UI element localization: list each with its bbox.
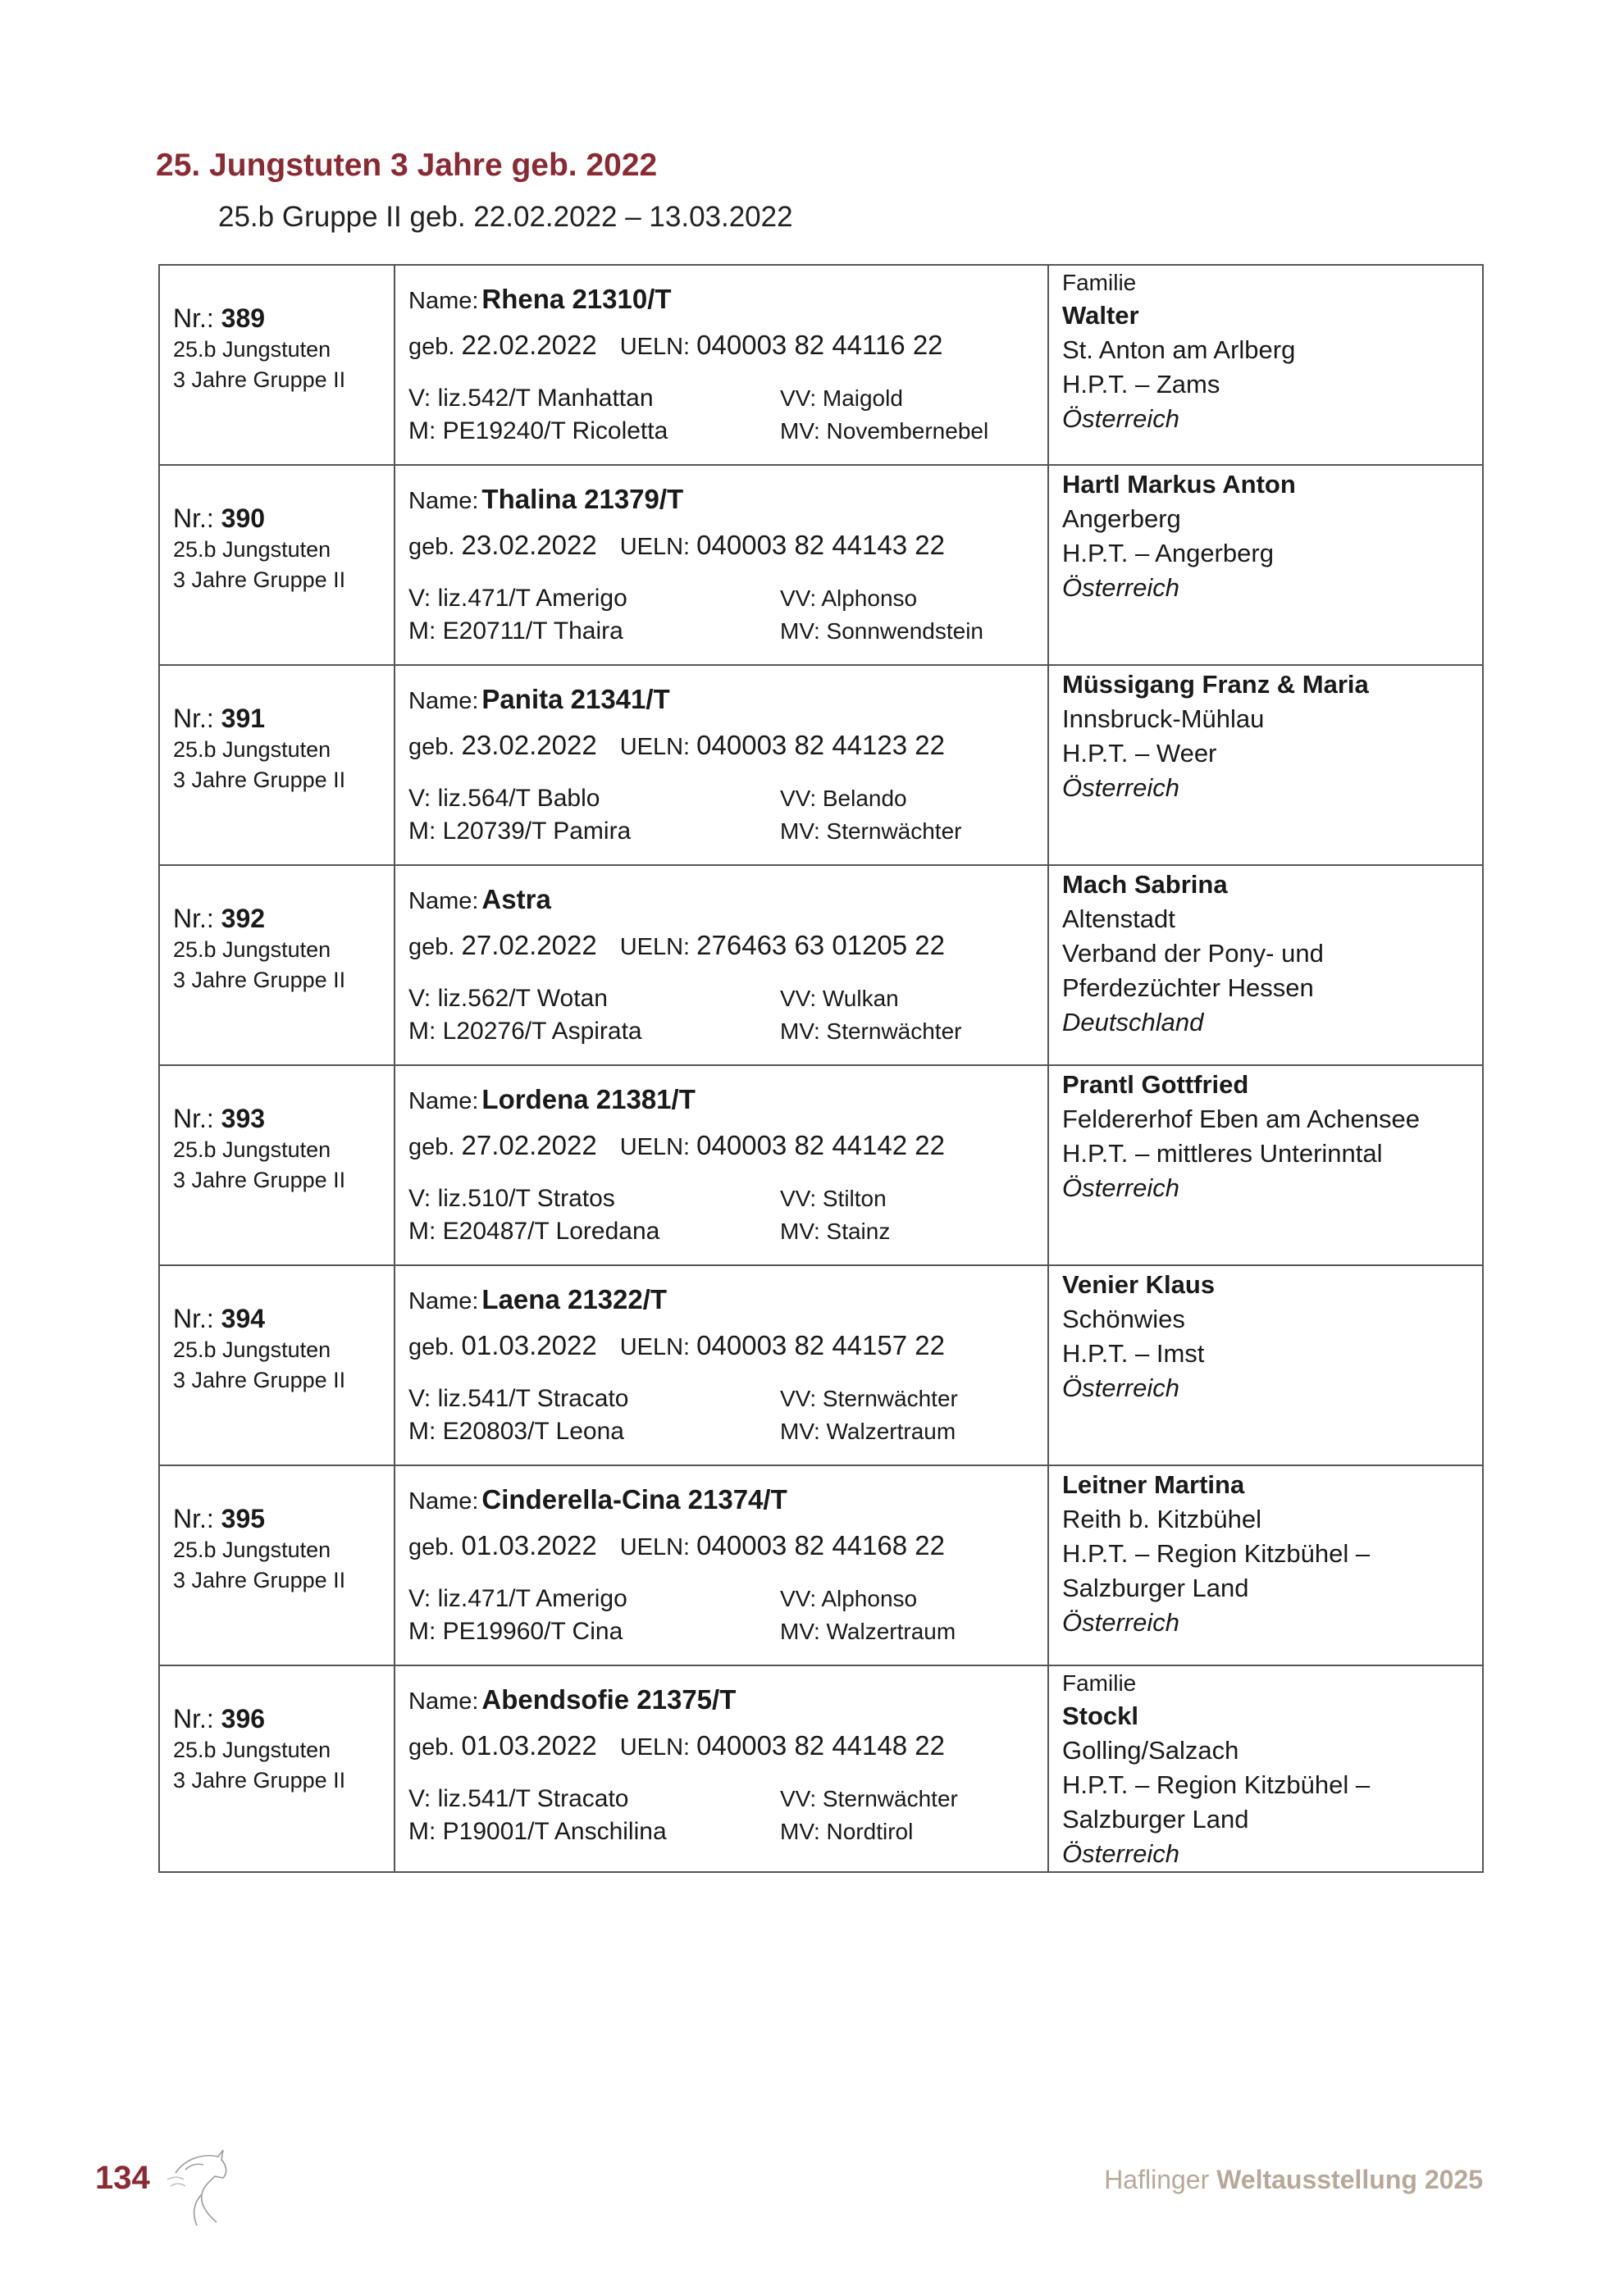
horse-info-cell: [395, 1265, 1048, 1465]
pedigree: [408, 782, 1047, 848]
sire: V: liz.562/T Wotan: [408, 985, 608, 1012]
horse-name-line: [408, 481, 1047, 520]
horse-info-cell: [395, 865, 1048, 1065]
owner-country: Österreich: [1062, 1608, 1179, 1637]
dam-sire: MV: Sonnwendstein: [780, 618, 983, 644]
owner-name: Stockl: [1062, 1702, 1139, 1730]
owner-address-line: Salzburger Land: [1062, 1574, 1249, 1602]
owner-country: Österreich: [1062, 1839, 1179, 1868]
geb-label: geb.: [408, 734, 455, 760]
horse-name: Abendsofie 21375/T: [481, 1684, 737, 1715]
nr-value: 395: [221, 1504, 266, 1533]
owner-address-line: H.P.T. – Imst: [1062, 1339, 1205, 1368]
dam: M: L20276/T Aspirata: [408, 1018, 642, 1045]
dam: M: E20711/T Thaira: [408, 617, 623, 645]
entry-number: [173, 902, 394, 935]
page-number: 134: [95, 2160, 150, 2196]
sire: V: liz.471/T Amerigo: [408, 585, 627, 612]
geb-label: geb.: [408, 934, 455, 960]
horse-name-line: [408, 280, 1047, 320]
horse-info-cell: [395, 1065, 1048, 1265]
ueln-value: 040003 82 44142 22: [696, 1130, 945, 1160]
dam: M: PE19240/T Ricoletta: [408, 417, 668, 444]
pedigree: [408, 1583, 1047, 1648]
birth-ueln-line: [408, 1527, 1047, 1566]
birth-date: 23.02.2022: [461, 730, 597, 760]
class-line-2: 3 Jahre Gruppe II: [173, 768, 346, 792]
sire: V: liz.541/T Stracato: [408, 1785, 629, 1812]
catalog-rows: [159, 265, 1483, 1872]
class-line-1: 25.b Jungstuten: [173, 337, 331, 362]
name-label: Name:: [408, 288, 479, 314]
table-row: [159, 1665, 1483, 1872]
horse-name: Laena 21322/T: [481, 1284, 668, 1314]
horse-name: Thalina 21379/T: [481, 484, 684, 514]
sire: V: liz.471/T Amerigo: [408, 1585, 627, 1612]
owner-country: Österreich: [1062, 404, 1179, 433]
horse-name: Lordena 21381/T: [481, 1084, 696, 1114]
dam-sire: MV: Walzertraum: [780, 1619, 956, 1644]
owner-address-line: Feldererhof Eben am Achensee: [1062, 1105, 1420, 1133]
sire-sire: VV: Belando: [780, 786, 907, 811]
nr-label: Nr.:: [173, 1104, 214, 1133]
birth-date: 23.02.2022: [461, 530, 597, 560]
owner-address-line: Altenstadt: [1062, 904, 1175, 933]
class-line-1: 25.b Jungstuten: [173, 537, 331, 562]
entry-number: [173, 1502, 394, 1535]
geb-label: geb.: [408, 1734, 455, 1761]
page-title: 25. Jungstuten 3 Jahre geb. 2022: [156, 148, 658, 183]
entry-number: [173, 302, 394, 335]
ueln-value: 040003 82 44168 22: [696, 1530, 945, 1560]
horse-head-icon: [161, 2140, 230, 2230]
sire-sire: VV: Wulkan: [780, 986, 899, 1011]
dam-sire: MV: Walzertraum: [780, 1419, 956, 1444]
horse-info-cell: [395, 1465, 1048, 1665]
class-line-2: 3 Jahre Gruppe II: [173, 968, 346, 992]
table-row: [159, 1065, 1483, 1265]
sire: V: liz.542/T Manhattan: [408, 385, 654, 412]
owner-country: Österreich: [1062, 773, 1179, 802]
name-label: Name:: [408, 488, 479, 514]
ueln-label: UELN:: [619, 534, 691, 560]
geb-label: geb.: [408, 1334, 455, 1360]
owner-cell: [1048, 265, 1483, 465]
dam: M: PE19960/T Cina: [408, 1618, 623, 1645]
owner-country: Deutschland: [1062, 1008, 1204, 1036]
pedigree: [408, 982, 1047, 1048]
footer-brand-title: Weltausstellung 2025: [1216, 2165, 1483, 2194]
nr-label: Nr.:: [173, 303, 214, 333]
owner-address-line: H.P.T. – Zams: [1062, 370, 1220, 399]
entry-number-cell: [159, 865, 395, 1065]
footer-brand: [1104, 2165, 1483, 2195]
pedigree: [408, 582, 1047, 648]
entry-number: [173, 1302, 394, 1335]
nr-value: 389: [221, 303, 266, 333]
entry-number-cell: [159, 1065, 395, 1265]
owner-address-line: Verband der Pony- und: [1062, 939, 1324, 968]
horse-name: Panita 21341/T: [481, 684, 670, 714]
dam: M: P19001/T Anschilina: [408, 1818, 667, 1845]
nr-value: 390: [221, 503, 266, 533]
entry-number-cell: [159, 1665, 395, 1872]
geb-label: geb.: [408, 1134, 455, 1160]
owner-country: Österreich: [1062, 1173, 1179, 1202]
entry-number-cell: [159, 1465, 395, 1665]
nr-value: 396: [221, 1704, 266, 1733]
table-row: [159, 465, 1483, 665]
birth-ueln-line: [408, 927, 1047, 966]
geb-label: geb.: [408, 1534, 455, 1560]
entry-number: [173, 1102, 394, 1135]
name-label: Name:: [408, 688, 479, 714]
birth-ueln-line: [408, 1127, 1047, 1166]
class-line-2: 3 Jahre Gruppe II: [173, 1768, 346, 1793]
nr-label: Nr.:: [173, 1704, 214, 1733]
birth-ueln-line: [408, 727, 1047, 766]
sire-sire: VV: Alphonso: [780, 1586, 918, 1611]
owner-cell: [1048, 1465, 1483, 1665]
nr-value: 391: [221, 704, 266, 733]
class-line-1: 25.b Jungstuten: [173, 737, 331, 762]
birth-date: 01.03.2022: [461, 1530, 597, 1560]
class-line-1: 25.b Jungstuten: [173, 1337, 331, 1362]
owner-name: Prantl Gottfried: [1062, 1070, 1249, 1099]
horse-name-line: [408, 881, 1047, 920]
owner-cell: [1048, 865, 1483, 1065]
horse-name: Astra: [481, 884, 551, 914]
pedigree: [408, 1383, 1047, 1448]
dam: M: E20803/T Leona: [408, 1418, 624, 1445]
ueln-label: UELN:: [619, 1734, 691, 1761]
table-row: [159, 1465, 1483, 1665]
sire-sire: VV: Sternwächter: [780, 1386, 958, 1411]
ueln-label: UELN:: [619, 934, 691, 960]
pedigree: [408, 1783, 1047, 1848]
table-row: [159, 265, 1483, 465]
owner-name: Hartl Markus Anton: [1062, 470, 1296, 499]
ueln-label: UELN:: [619, 1134, 691, 1160]
catalog-table: [158, 264, 1484, 1873]
ueln-value: 040003 82 44123 22: [696, 730, 945, 760]
class-line-2: 3 Jahre Gruppe II: [173, 1568, 346, 1592]
owner-address-line: Reith b. Kitzbühel: [1062, 1505, 1261, 1533]
owner-address-line: Angerberg: [1062, 504, 1181, 533]
birth-date: 01.03.2022: [461, 1730, 597, 1761]
table-row: [159, 865, 1483, 1065]
horse-info-cell: [395, 665, 1048, 865]
geb-label: geb.: [408, 534, 455, 560]
horse-name: Rhena 21310/T: [481, 284, 672, 314]
owner-address-line: H.P.T. – mittleres Unterinntal: [1062, 1139, 1383, 1168]
birth-date: 01.03.2022: [461, 1330, 597, 1360]
owner-address-line: Innsbruck-Mühlau: [1062, 704, 1265, 733]
name-label: Name:: [408, 1088, 479, 1114]
sire-sire: VV: Sternwächter: [780, 1786, 958, 1811]
owner-cell: [1048, 1265, 1483, 1465]
owner-cell: [1048, 665, 1483, 865]
owner-name: Venier Klaus: [1062, 1270, 1216, 1299]
horse-info-cell: [395, 265, 1048, 465]
class-line-2: 3 Jahre Gruppe II: [173, 367, 346, 392]
ueln-label: UELN:: [619, 734, 691, 760]
owner-address-line: H.P.T. – Region Kitzbühel –: [1062, 1539, 1371, 1568]
owner-name: Leitner Martina: [1062, 1470, 1245, 1499]
birth-date: 27.02.2022: [461, 1130, 597, 1160]
dam: M: E20487/T Loredana: [408, 1218, 660, 1245]
sire: V: liz.510/T Stratos: [408, 1185, 615, 1212]
nr-label: Nr.:: [173, 704, 214, 733]
birth-ueln-line: [408, 326, 1047, 366]
owner-country: Österreich: [1062, 573, 1179, 602]
sire-sire: VV: Maigold: [780, 385, 903, 411]
owner-address-line: Golling/Salzach: [1062, 1736, 1239, 1765]
birth-ueln-line: [408, 1327, 1047, 1366]
owner-address-line: H.P.T. – Region Kitzbühel –: [1062, 1770, 1371, 1799]
class-line-2: 3 Jahre Gruppe II: [173, 567, 346, 592]
name-label: Name:: [408, 888, 479, 914]
birth-date: 27.02.2022: [461, 930, 597, 960]
birth-ueln-line: [408, 526, 1047, 566]
name-label: Name:: [408, 1688, 479, 1715]
entry-number-cell: [159, 1265, 395, 1465]
owner-cell: [1048, 465, 1483, 665]
class-line-2: 3 Jahre Gruppe II: [173, 1168, 346, 1192]
birth-ueln-line: [408, 1727, 1047, 1766]
nr-label: Nr.:: [173, 1304, 214, 1333]
pedigree: [408, 382, 1047, 448]
dam-sire: MV: Sternwächter: [780, 1018, 962, 1044]
footer-brand-prefix: Haflinger: [1104, 2165, 1210, 2194]
geb-label: geb.: [408, 334, 455, 360]
ueln-value: 040003 82 44148 22: [696, 1730, 945, 1761]
owner-address-line: H.P.T. – Angerberg: [1062, 539, 1274, 567]
entry-number: [173, 702, 394, 735]
table-row: [159, 1265, 1483, 1465]
horse-name: Cinderella-Cina 21374/T: [481, 1484, 787, 1515]
ueln-label: UELN:: [619, 334, 691, 360]
class-line-1: 25.b Jungstuten: [173, 1538, 331, 1562]
entry-number: [173, 1702, 394, 1735]
class-line-1: 25.b Jungstuten: [173, 1137, 331, 1162]
owner-address-line: Salzburger Land: [1062, 1805, 1249, 1834]
entry-number-cell: [159, 465, 395, 665]
sire-sire: VV: Stilton: [780, 1186, 887, 1211]
entry-number-cell: [159, 665, 395, 865]
owner-name: Müssigang Franz & Maria: [1062, 670, 1369, 699]
ueln-value: 040003 82 44116 22: [696, 330, 943, 360]
sire: V: liz.541/T Stracato: [408, 1385, 629, 1412]
horse-name-line: [408, 1081, 1047, 1120]
horse-name-line: [408, 1481, 1047, 1520]
owner-name: Walter: [1062, 301, 1139, 330]
ueln-label: UELN:: [619, 1334, 691, 1360]
ueln-value: 040003 82 44143 22: [696, 530, 945, 560]
nr-label: Nr.:: [173, 1504, 214, 1533]
ueln-label: UELN:: [619, 1534, 691, 1560]
group-subtitle: 25.b Gruppe II geb. 22.02.2022 – 13.03.2022: [218, 201, 793, 233]
sire: V: liz.564/T Bablo: [408, 785, 600, 812]
sire-sire: VV: Alphonso: [780, 585, 918, 611]
nr-label: Nr.:: [173, 904, 214, 933]
table-row: [159, 665, 1483, 865]
name-label: Name:: [408, 1488, 479, 1515]
owner-cell: [1048, 1065, 1483, 1265]
ueln-value: 276463 63 01205 22: [696, 930, 945, 960]
horse-info-cell: [395, 465, 1048, 665]
dam-sire: MV: Stainz: [780, 1219, 891, 1244]
birth-date: 22.02.2022: [461, 330, 597, 360]
name-label: Name:: [408, 1288, 479, 1314]
ueln-value: 040003 82 44157 22: [696, 1330, 945, 1360]
nr-value: 392: [221, 904, 266, 933]
entry-number-cell: [159, 265, 395, 465]
owner-address-line: Schönwies: [1062, 1305, 1185, 1333]
horse-name-line: [408, 1681, 1047, 1720]
horse-name-line: [408, 681, 1047, 720]
owner-address-line: H.P.T. – Weer: [1062, 739, 1217, 768]
dam: M: L20739/T Pamira: [408, 818, 632, 845]
entry-number: [173, 502, 394, 535]
owner-prefix: Familie: [1062, 270, 1137, 295]
horse-info-cell: [395, 1665, 1048, 1872]
owner-address-line: St. Anton am Arlberg: [1062, 335, 1296, 364]
owner-cell: [1048, 1665, 1483, 1872]
owner-name: Mach Sabrina: [1062, 870, 1228, 899]
owner-country: Österreich: [1062, 1374, 1179, 1402]
nr-value: 393: [221, 1104, 266, 1133]
owner-prefix: Familie: [1062, 1670, 1137, 1696]
dam-sire: MV: Sternwächter: [780, 818, 962, 844]
pedigree: [408, 1182, 1047, 1248]
class-line-2: 3 Jahre Gruppe II: [173, 1368, 346, 1392]
dam-sire: MV: Nordtirol: [780, 1819, 914, 1844]
nr-value: 394: [221, 1304, 266, 1333]
nr-label: Nr.:: [173, 503, 214, 533]
dam-sire: MV: Novembernebel: [780, 418, 989, 444]
horse-name-line: [408, 1281, 1047, 1320]
class-line-1: 25.b Jungstuten: [173, 1738, 331, 1762]
class-line-1: 25.b Jungstuten: [173, 937, 331, 962]
owner-address-line: Pferdezüchter Hessen: [1062, 973, 1314, 1002]
